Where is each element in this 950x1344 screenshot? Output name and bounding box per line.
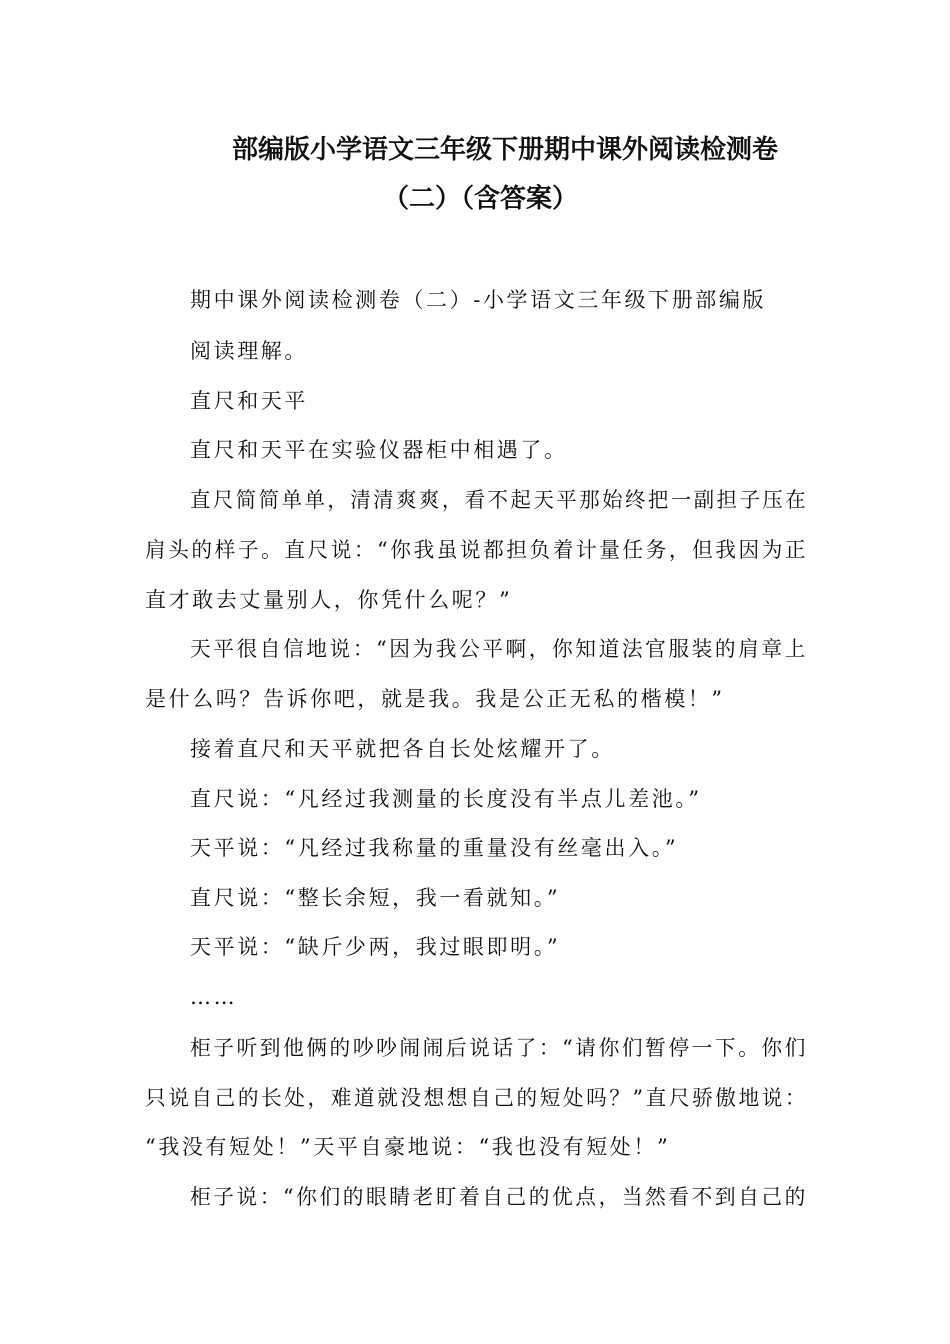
paragraph-line: “我没有短处！”天平自豪地说：“我也没有短处！” [145,1135,671,1159]
paragraph-line: 直尺说：“凡经过我测量的长度没有半点儿差池。” [190,787,702,811]
paragraph-line: 直尺和天平在实验仪器柜中相遇了。 [190,438,568,462]
paragraph-line: 直尺和天平 [190,389,308,413]
paragraph-line: 肩头的样子。直尺说：“你我虽说都担负着计量任务，但我因为正 [145,538,809,562]
paragraph-line: 直尺说：“整长余短，我一看就知。” [190,886,561,910]
paragraph-line: 直才敢去丈量别人，你凭什么呢？” [145,588,513,612]
paragraph-line: 是什么吗？告诉你吧，就是我。我是公正无私的楷模！” [145,687,725,711]
paragraph-line: 柜子听到他俩的吵吵闹闹后说话了：“请你们暂停一下。你们 [190,1036,808,1060]
paragraph-line: 期中课外阅读检测卷（二）-小学语文三年级下册部编版 [190,288,767,312]
paragraph-line: 天平很自信地说：“因为我公平啊，你知道法官服装的肩章上 [190,637,808,661]
paragraph-line: 只说自己的长处，难道就没想想自己的短处吗？”直尺骄傲地说： [145,1086,809,1110]
paragraph-line: 天平说：“缺斤少两，我过眼即明。” [190,935,561,959]
paragraph-line: 接着直尺和天平就把各自长处炫耀开了。 [190,737,615,761]
document-title: 部编版小学语文三年级下册期中课外阅读检测卷 [232,135,779,165]
paragraph-line: 阅读理解。 [190,339,308,363]
paragraph-line: 柜子说：“你们的眼睛老盯着自己的优点，当然看不到自己的 [190,1185,808,1209]
paragraph-line: …… [190,985,238,1009]
document-subtitle: （二）（含答案） [383,184,579,214]
paragraph-line: 直尺简简单单，清清爽爽，看不起天平那始终把一副担子压在 [190,488,809,512]
paragraph-line: 天平说：“凡经过我称量的重量没有丝毫出入。” [190,836,679,860]
